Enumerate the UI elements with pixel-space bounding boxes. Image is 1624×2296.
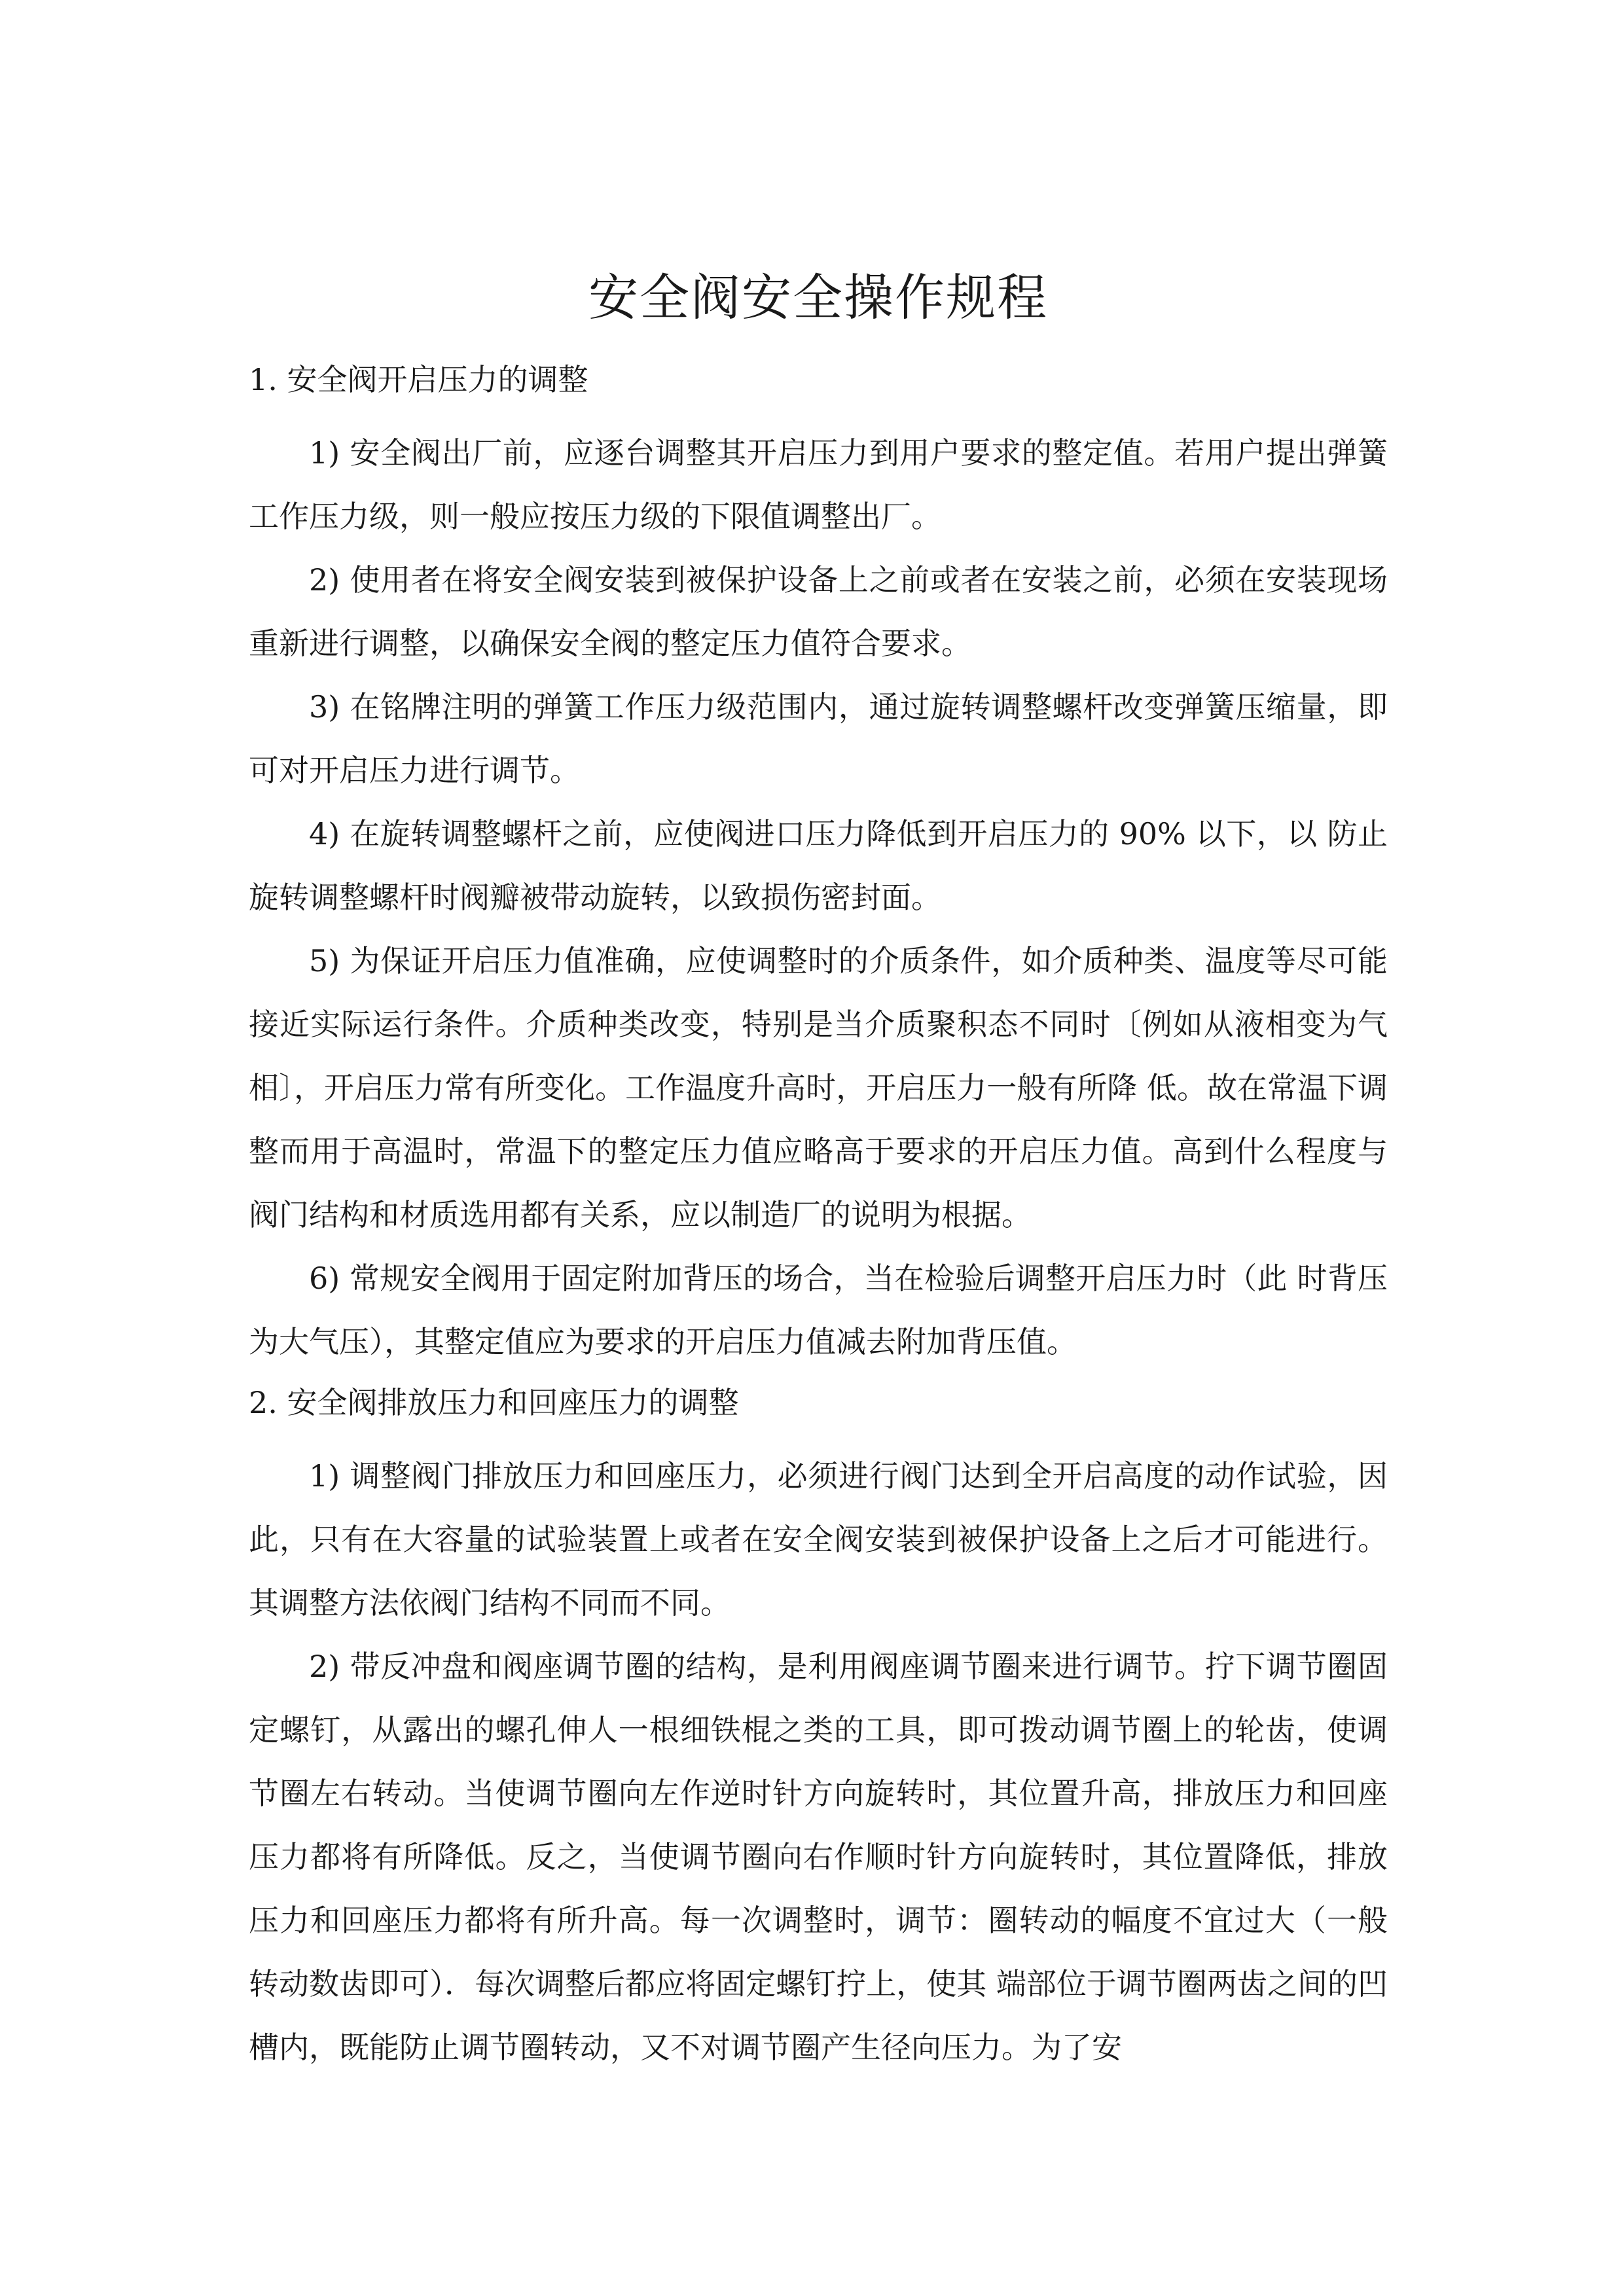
- section-1: [249, 357, 1388, 1374]
- paragraph: 1) 安全阀出厂前，应逐台调整其开启压力到用户要求的整定值。若用户提出弹簧工作压力级，则一般应按压力级的下限值调整出厂。: [249, 435, 1388, 534]
- document-title: 安全阀安全操作规程: [588, 268, 1048, 327]
- paragraph: 2) 使用者在将安全阀安装到被保护设备上之前或者在安装之前，必须在安装现场重新进行调整，以确保安全阀的整定压力值符合要求。: [249, 562, 1388, 661]
- paragraph: 6) 常规安全阀用于固定附加背压的场合，当在检验后调整开启压力时（此 时背压为大气压），其整定值应为要求的开启压力值减去附加背压值。: [249, 1261, 1388, 1359]
- paragraph: 4) 在旋转调整螺杆之前，应使阀进口压力降低到开启压力的 90% 以下，以 防止旋转调整螺杆时阀瓣被带动旋转，以致损伤密封面。: [249, 816, 1388, 915]
- document-page: [249, 262, 1388, 2079]
- section-heading: 1. 安全阀开启压力的调整: [249, 362, 588, 397]
- paragraph: 1) 调整阀门排放压力和回座压力，必须进行阀门达到全开启高度的动作试验，因此，只有在大容量的试验装置上或者在安全阀安装到被保护设备上之后才可能进行。其调整方法依阀门结构不同而不同。: [249, 1458, 1388, 1621]
- paragraph: 5) 为保证开启压力值准确，应使调整时的介质条件，如介质种类、温度等尽可能接近实际运行条件。介质种类改变，特别是当介质聚积态不同时〔例如从液相变为气相〕，开启压力常有所变化。工作温度升高时，开启压力一般有所降 低。故在常温下调整而用于高温时，常温下的整定压力值应略高于要求的开启压力值。高到什么程度与阀门结构和材质选用都有关系，应以制造厂的说明为根据。: [249, 943, 1388, 1232]
- section-2: [249, 1380, 1388, 2079]
- paragraph: 3) 在铭牌注明的弹簧工作压力级范围内，通过旋转调整螺杆改变弹簧压缩量，即可对开启压力进行调节。: [249, 689, 1388, 788]
- section-heading: 2. 安全阀排放压力和回座压力的调整: [249, 1385, 739, 1420]
- paragraph: 2) 带反冲盘和阀座调节圈的结构，是利用阀座调节圈来进行调节。拧下调节圈固定螺钉，从露出的螺孔伸人一根细铁棍之类的工具，即可拨动调节圈上的轮齿，使调节圈左右转动。当使调节圈向左作逆时针方向旋转时，其位置升高，排放压力和回座压力都将有所降低。反之，当使调节圈向右作顺时针方向旋转时，其位置降低，排放压力和回座压力都将有所升高。每一次调整时，调节：圈转动的幅度不宜过大（一般转动数齿即可）．每次调整后都应将固定螺钉拧上，使其 端部位于调节圈两齿之间的凹槽内，既能防止调节圈转动，又不对调节圈产生径向压力。为了安: [249, 1649, 1388, 2065]
